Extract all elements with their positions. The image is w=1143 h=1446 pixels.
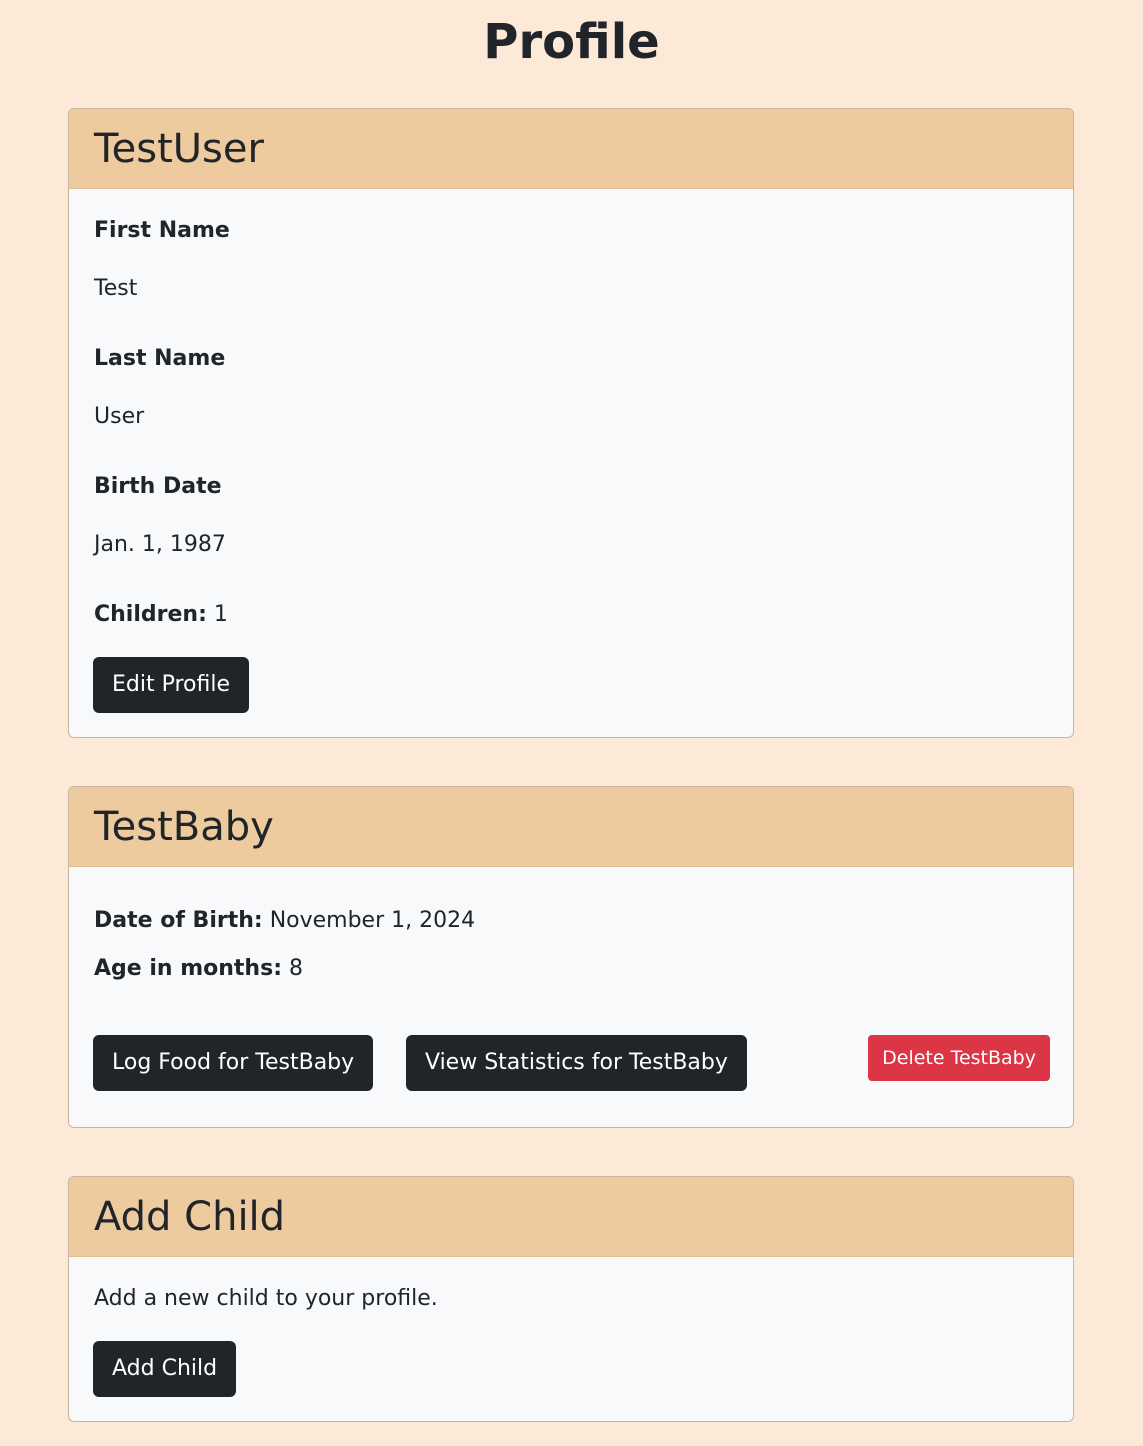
edit-profile-button[interactable]: Edit Profile: [93, 657, 249, 713]
child-dob: [94, 906, 475, 936]
birth-date-value: Jan. 1, 1987: [94, 532, 226, 557]
dob-label: Date of Birth:: [94, 908, 263, 933]
child-card-body: [69, 867, 1073, 1128]
child-card-header: [69, 787, 1073, 867]
child-card: [68, 786, 1074, 1128]
child-name-heading: TestBaby: [94, 803, 274, 850]
age-label: Age in months:: [94, 956, 282, 981]
last-name-label: Last Name: [94, 346, 226, 371]
child-age: [94, 954, 303, 984]
add-child-card-header: [69, 1177, 1073, 1257]
user-profile-card: [68, 108, 1074, 738]
delete-child-button[interactable]: Delete TestBaby: [868, 1035, 1050, 1081]
age-value: 8: [289, 956, 303, 981]
children-label: Children:: [94, 602, 207, 627]
add-child-button[interactable]: Add Child: [93, 1341, 236, 1397]
user-card-header: [69, 109, 1073, 189]
user-card-body: [69, 189, 1073, 738]
page-title: Profile: [483, 14, 660, 70]
add-child-card: [68, 1176, 1074, 1422]
last-name-value: User: [94, 404, 145, 429]
username-heading: TestUser: [94, 125, 264, 172]
children-value: 1: [213, 602, 228, 627]
children-count: [94, 600, 228, 630]
log-food-button[interactable]: Log Food for TestBaby: [93, 1035, 373, 1091]
birth-date-label: Birth Date: [94, 474, 222, 499]
add-child-card-body: [69, 1257, 1073, 1422]
first-name-label: First Name: [94, 218, 230, 243]
add-child-description: Add a new child to your profile.: [94, 1286, 438, 1311]
first-name-value: Test: [94, 276, 138, 301]
view-statistics-button[interactable]: View Statistics for TestBaby: [406, 1035, 747, 1091]
dob-value: November 1, 2024: [269, 908, 476, 933]
add-child-heading: Add Child: [94, 1193, 286, 1240]
